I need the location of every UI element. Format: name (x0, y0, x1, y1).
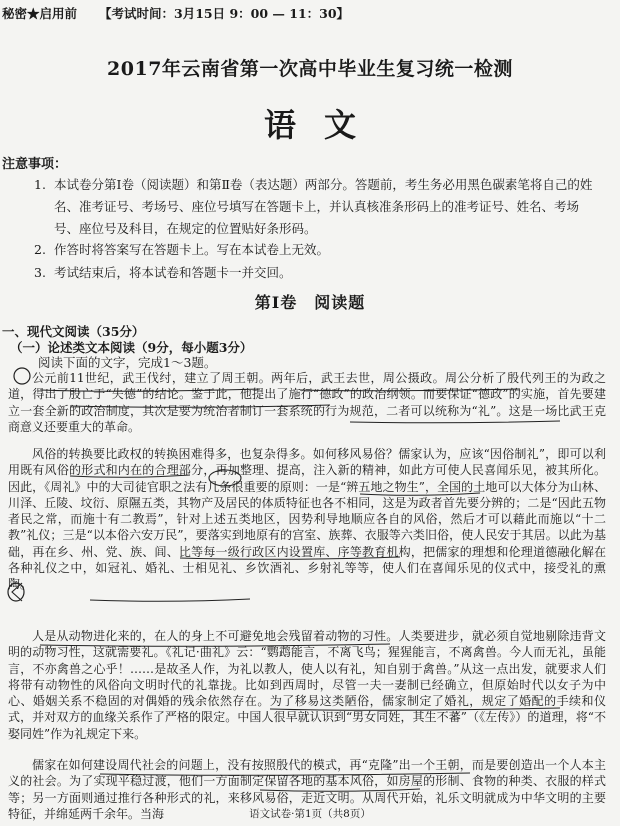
note-text: 作答时将答案写在答题卡上。写在本试卷上无效。 (54, 242, 330, 257)
note-number: 3. (34, 265, 46, 280)
exam-time: 【考试时间：3月15日 9：00 — 11：30】 (99, 6, 350, 21)
header-line (2, 4, 349, 22)
subject-title: 语文 (263, 106, 384, 144)
note-number: 1. (34, 177, 46, 192)
exam-title: 2017年云南省第一次高中毕业生复习统一检测 (107, 58, 513, 80)
handwritten-underline (90, 599, 250, 601)
note-item (34, 174, 602, 240)
part-heading: 一、现代文阅读（35分） (2, 324, 145, 339)
secret-label: 秘密★启用前 (2, 6, 78, 21)
notes-title: 注意事项： (2, 157, 68, 172)
passage-paragraph: 人是从动物进化来的，在人的身上不可避免地会残留着动物的习性。人类要进步，就必须自觉地剔除违背文明的动物习性，这就需要礼。《礼记·曲礼》云：“鹦鹉能言，不离飞鸟；猩猩能言，不离禽兽。今人而无礼，虽能言，不亦禽兽之心乎！……是故圣人作，为礼以教人，使人以有礼，知自别于禽兽。”从这一点出发，就要求人们将带有动物性的风俗向文明时代的礼靠拢。比如到西周时，尽管一夫一妻制已经确立，但原始时代以女子为中心、婚姻关系不稳固的对偶婚的残余依然存在。为了移易这类陋俗，儒家制定了婚礼，规定了婚配的手续和仪式，并对双方的血缘关系作了严格的限定。中国人很早就认识到“男女同姓，其生不蕃”（《左传》）的道理，将“不娶同姓”作为礼规定下来。 (8, 629, 606, 741)
note-text: 本试卷分第Ⅰ卷（阅读题）和第Ⅱ卷（表达题）两部分。答题前，考生务必用黑色碳素笔将自己的姓名、准考证号、考场号、座位号填写在答题卡上，并认真核准条形码上的准考证号、姓名、考场号、座位号及科目，在规定的位置贴好条形码。 (54, 177, 593, 236)
note-text: 考试结束后，将本试卷和答题卡一并交回。 (54, 265, 292, 280)
reading-instruction: 阅读下面的文字，完成1～3题。 (38, 355, 217, 370)
passage-paragraph: 风俗的转换要比政权的转换困难得多，也复杂得多。如何移风易俗？儒家认为，应该“因俗制礼”，即可以利用既有风俗的形式和内在的合理部分，再加整理、提高，注入新的精神，如此方可使人民喜闻乐见，被其所化。因此，《周礼》中的大司徒官职之法有几条很重要的原则：一是“辨五地之物生”，全国的土地可以大体分为山林、川泽、丘陵、坟衍、原隰五类，其物产及居民的体质特征也各不相同，这是为政者首先要分辨的；二是“因此五物者民之常，而施十有二教焉”，针对上述五类地区，因势利导地顺应各自的风俗，然后才可以藉此而施以“十二教”礼仪；三是“以本俗六安万民”，要落实到地原有的宫室、族葬、衣服等六类旧俗，使人民安于其居。以此为基础，再在乡、州、党、族、闾、比等每一级行政区内设置库、序等教育机构，把儒家的理想和伦理道德融化解在各种礼仪之中，如冠礼、婚礼、士相见礼、乡饮酒礼、乡射礼等等，使人们在喜闻乐见的仪式中，接受礼的熏陶。 (8, 447, 606, 592)
section-title: 第Ⅰ卷 阅读题 (254, 293, 366, 312)
subpart-heading: （一）论述类文本阅读（9分，每小题3分） (10, 340, 253, 355)
passage-paragraph: 公元前11世纪，武王伐纣，建立了周王朝。两年后，武王去世，周公摄政。周公分析了殷代列王的为政之道，得出了殷亡于“失德”的结论。鉴于此，他提出了施行“德政”的政治纲领。而要保证“德政”的实施，首先要建立一套全新的政治制度，其次是要为统治者制订一套系统的行为规范，二者可以统称为“礼”。这是一场比武王克商意义还要重大的革命。 (8, 371, 606, 434)
note-item (34, 262, 602, 284)
note-item (34, 239, 602, 261)
passage-paragraph: 儒家在如何建设周代社会的问题上，没有按照殷代的模式，再“克隆”出一个王朝，而是要创造出一个人本主义的社会。为了实现平稳过渡，他们一方面制定保留各地的基本风俗，如房屋的形制、食物的种类、衣服的样式等；另一方面则通过推行各种形式的礼，来移风易俗，走近文明。从周代开始，礼乐文明就成为中华文明的主要特征，并绵延两千余年。当海 (8, 758, 606, 821)
page-footer: 语文试卷·第1页（共8页） (249, 808, 371, 820)
note-number: 2. (34, 242, 46, 257)
